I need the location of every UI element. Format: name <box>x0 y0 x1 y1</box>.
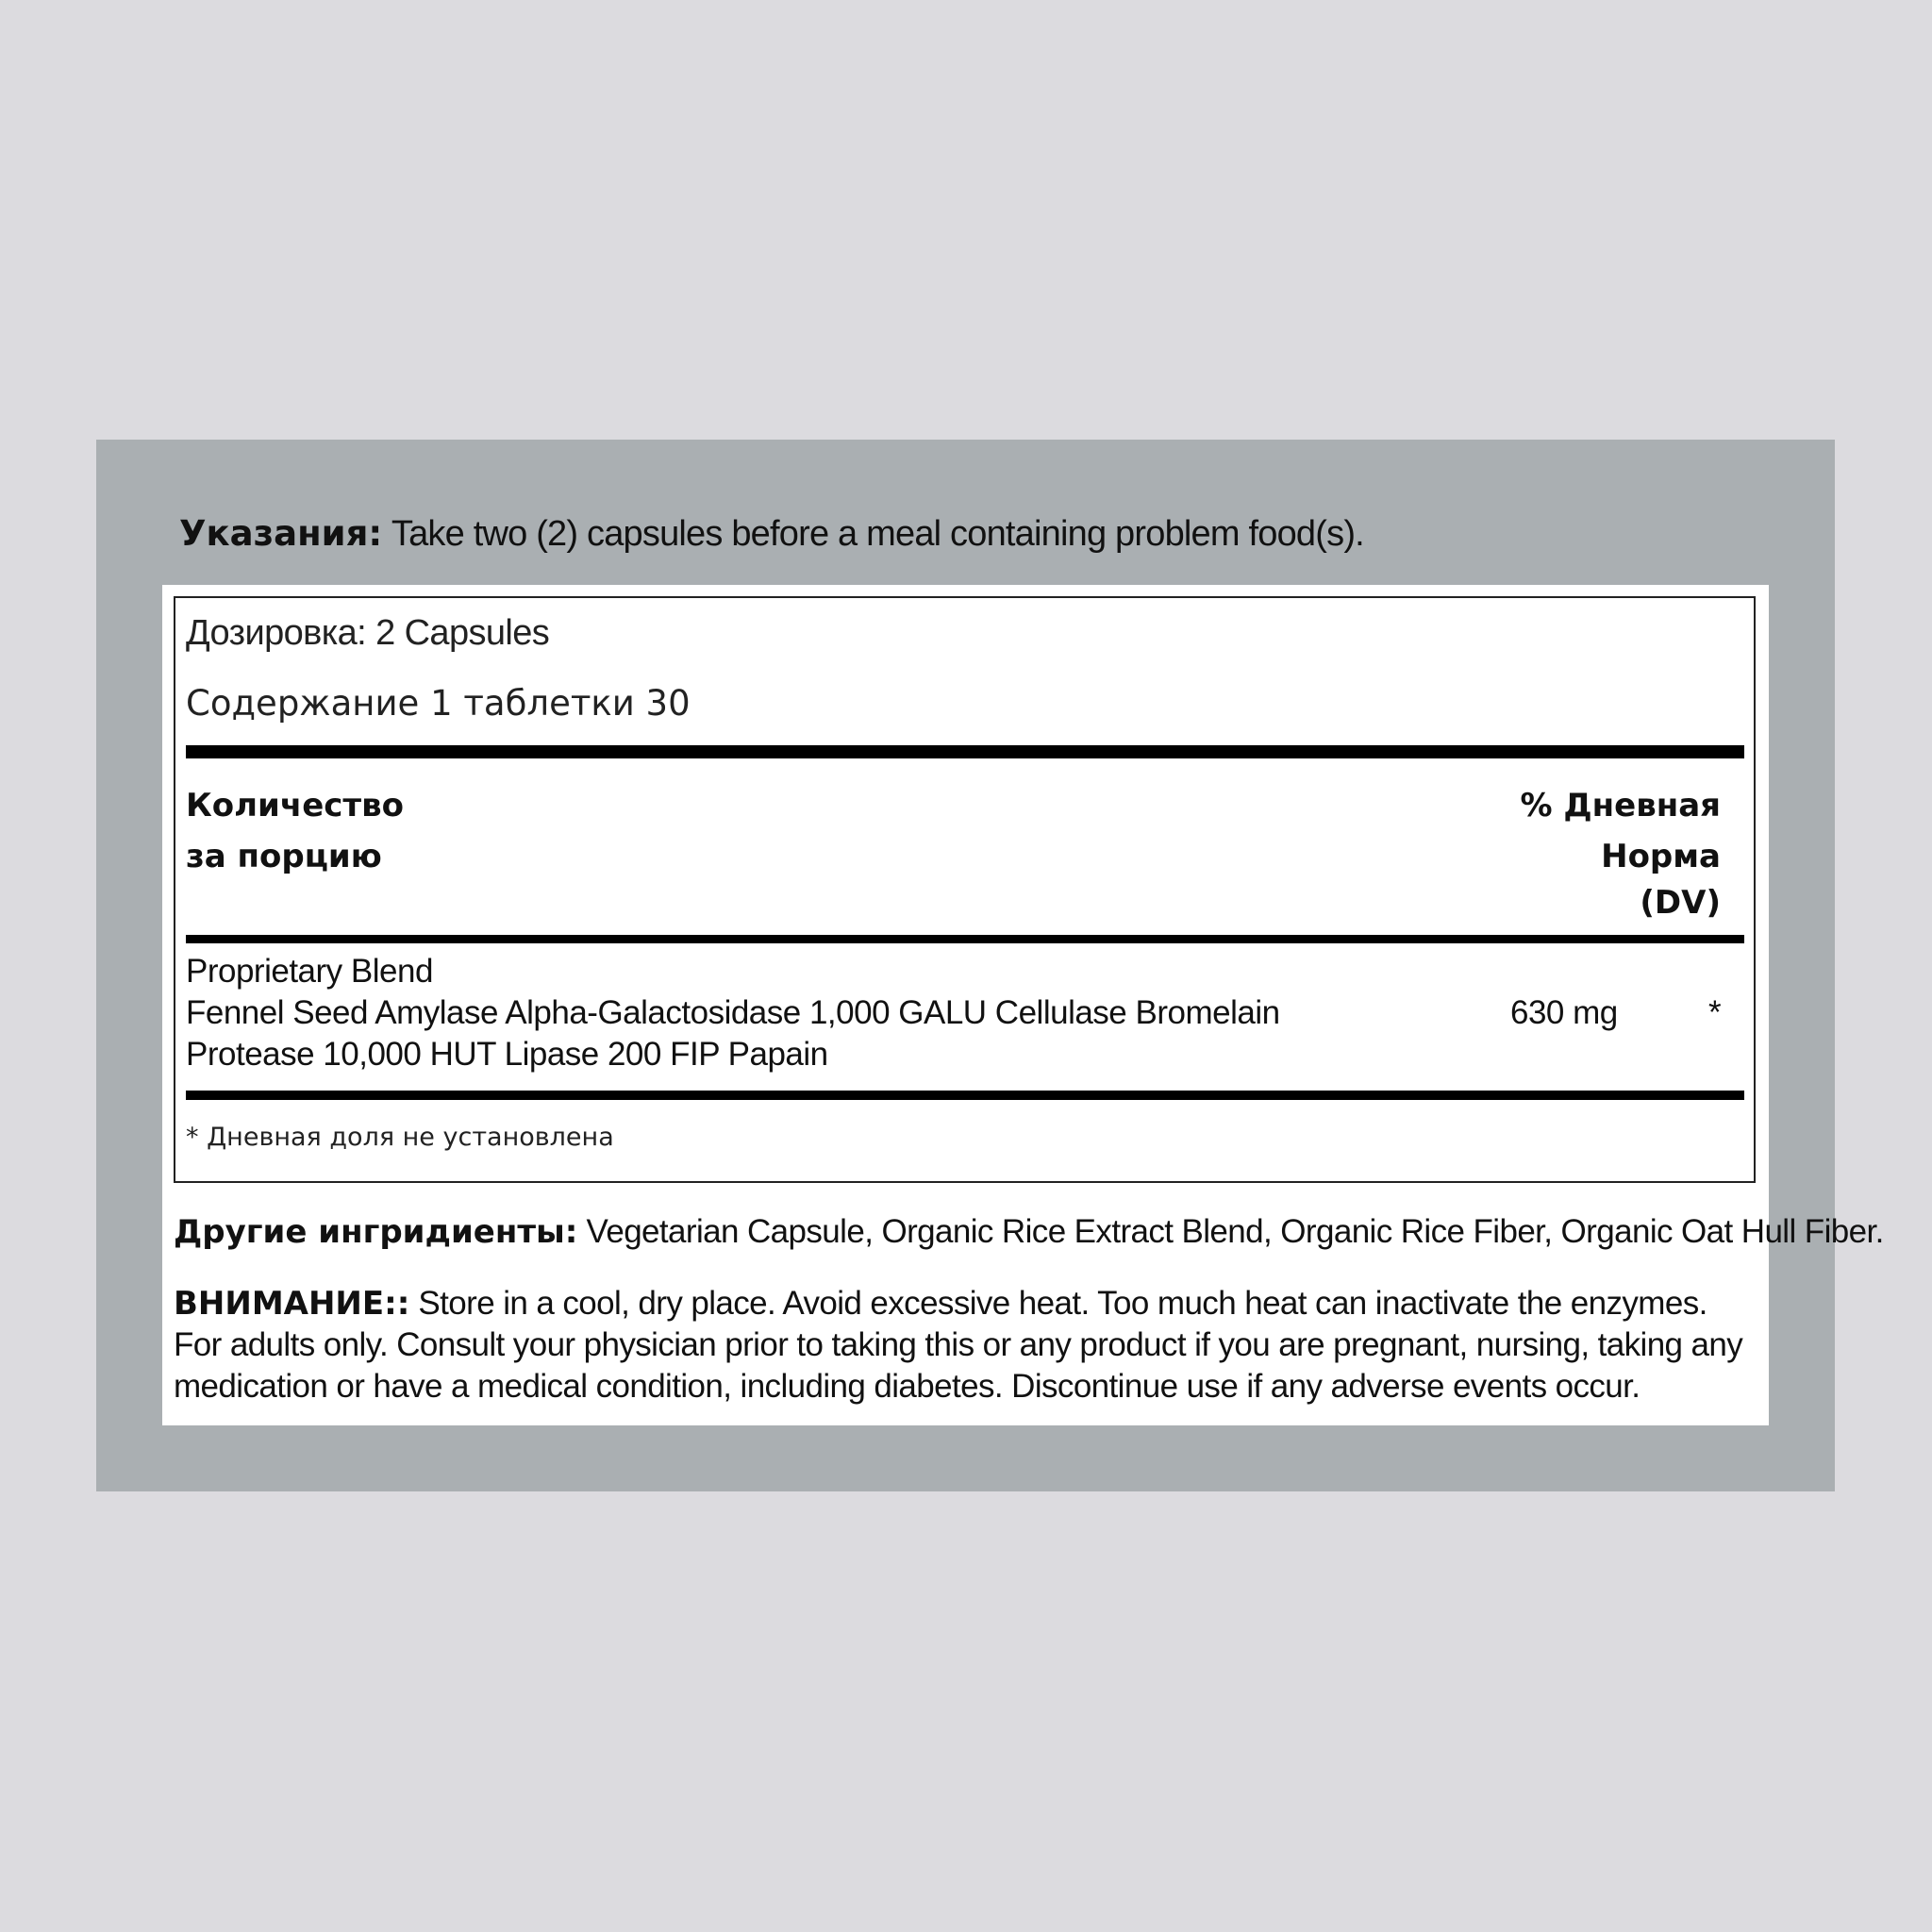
header-right-line3: (DV) <box>1640 884 1721 922</box>
warning <box>174 1283 1758 1407</box>
header-left-line1: Количество <box>186 787 405 824</box>
warning-text: Store in a cool, dry place. Avoid excessive heat. Too much heat can inactivate the enzymes. For adults only. Consult your physician prior to taking this or any product if you are pregnant, nursing, taking any medication or have a medical condition, including diabetes. Discontinue use if any adverse events occur. <box>174 1285 1743 1405</box>
directions <box>179 509 1364 558</box>
ingredient-amount: 630 mg <box>1510 994 1618 1031</box>
serving-size: Дозировка: 2 Capsules <box>186 613 550 653</box>
ingredient-components-line2: Protease 10,000 HUT Lipase 200 FIP Papain <box>186 1036 828 1073</box>
header-right-line2: Норма <box>1601 838 1721 875</box>
header-left-line2: за порцию <box>186 838 382 875</box>
ingredient-name: Proprietary Blend <box>186 953 433 990</box>
daily-value-header <box>1520 780 1721 924</box>
amount-per-serving-header <box>186 780 404 882</box>
directions-label: Указания: <box>179 513 383 554</box>
divider-header <box>186 935 1744 943</box>
ingredient-row <box>186 951 1280 1075</box>
other-ingredients-text: Vegetarian Capsule, Organic Rice Extract Blend, Organic Rice Fiber, Organic Oat Hull Fiber. <box>577 1213 1884 1250</box>
dv-footnote: * Дневная доля не установлена <box>186 1123 614 1152</box>
other-ingredients <box>174 1209 1884 1255</box>
ingredient-dv: * <box>1708 994 1722 1031</box>
divider-bottom <box>186 1091 1744 1100</box>
ingredient-components-line1: Fennel Seed Amylase Alpha-Galactosidase 1,000 GALU Cellulase Bromelain <box>186 994 1280 1031</box>
servings-per-container: Содержание 1 таблетки 30 <box>186 683 691 724</box>
directions-text: Take two (2) capsules before a meal containing problem food(s). <box>382 514 1364 554</box>
other-ingredients-label: Другие ингридиенты: <box>174 1213 578 1251</box>
header-right-line1: % Дневная <box>1520 787 1721 824</box>
divider-thick <box>186 745 1744 758</box>
warning-label: ВНИМАНИЕ:: <box>174 1285 410 1323</box>
